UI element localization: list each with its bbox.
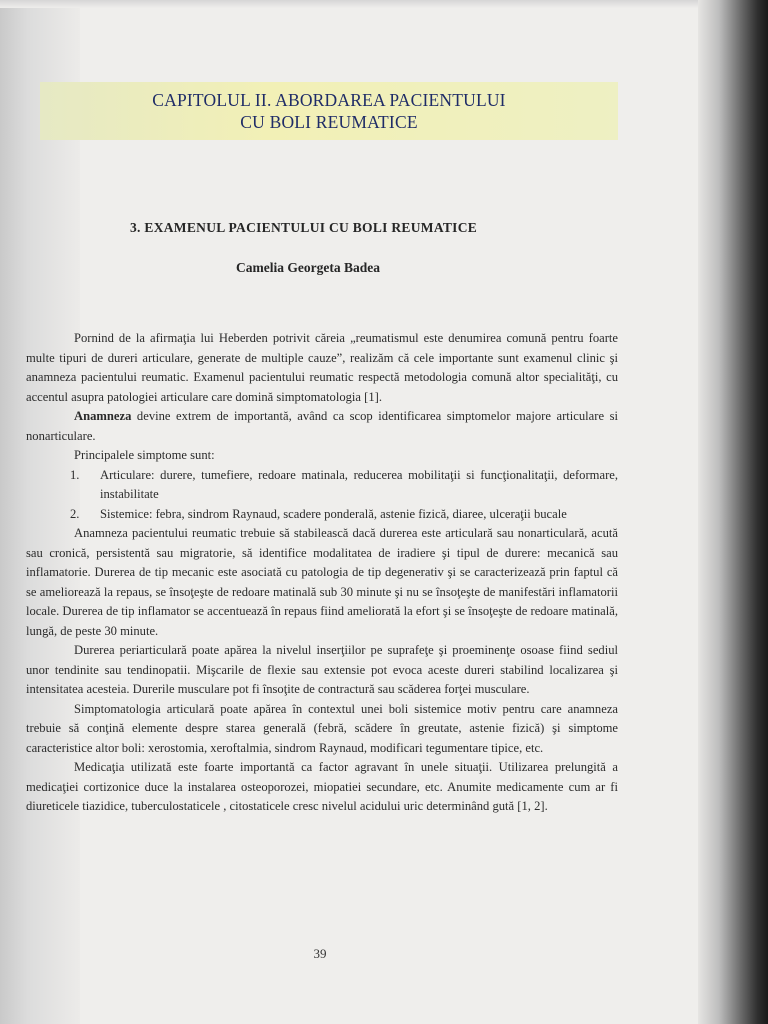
scan-binding-shadow [698,0,768,1024]
term-anamneza: Anamneza [74,409,132,423]
section-title: 3. EXAMENUL PACIENTULUI CU BOLI REUMATICE [130,220,478,235]
scan-top-shadow [0,0,768,8]
paragraph-systemic: Simptomatologia articulară poate apărea în contextul unei boli sistemice motiv pentru care anamneza trebuie să conţină elemente despre starea generală (febră, scădere în greutate, astenie fizică) şi simptome caracteristice altor boli: xerostomia, xeroftalmia, sindrom Raynaud, modificari tegumentare tipice, etc. [26,701,618,755]
list-item-number: 2. [70,506,80,521]
paragraph-anamneza-text: devine extrem de importantă, având ca scop identificarea simptomelor majore articulare si nonarticulare. [26,409,618,443]
chapter-title-line1: CAPITOLUL II. ABORDAREA PACIENTULUI [152,90,506,110]
paragraph-symptoms-intro: Principalele simptome sunt: [74,448,215,462]
author-name: Camelia Georgeta Badea [236,260,380,275]
list-item-text: Articulare: durere, tumefiere, redoare matinala, reducerea mobilitaţii si funcţionalitaţii, deformare, instabilitate [100,467,618,501]
paragraph-intro: Pornind de la afirmaţia lui Heberden potrivit căreia „reumatismul este denumirea comună pentru foarte multe tipuri de dureri articulare, generate de multiple cauze”, realizăm că cele importante sunt examenul clinic şi anamneza pacientului reumatic. Examenul pacientului reumatic respectă metodologia comună altor specialităţi, cu accentul asupra patologiei articulare care domină simptomatologia [1]. [26,331,618,404]
paragraph-periarticular: Durerea periarticulară poate apărea la nivelul inserţiilor pe suprafeţe şi proeminenţe osoase fiind sediul unor tendinite sau tendinopatii. Mişcarile de flexie sau extensie pot evoca aceste dureri stabilind localizarea şi intensitatea acesteia. Durerile musculare pot fi însoţite de contractură sau scăderea forţei musculare. [26,643,618,696]
paragraph-pain-type: Anamneza pacientului reumatic trebuie să stabilească dacă durerea este articulară sau nonarticulară, acută sau cronică, persistentă sau migratorie, să identifice modalitatea de iradiere şi tipul de durere: mecanică sau inflamatorie. Durerea de tip mecanic este asociată cu patologia de tip degenerativ şi se caracterizează prin faptul că se ameliorează la repaus, se însoţeşte de redoare matinală sub 30 minute şi nu se însoţeşte de manifestări inflamatorii locale. Durerea de tip inflamator se accentuează în repaus fiind ameliorată la efort şi se însoţeşte de redoare matinală, lungă, de peste 30 minute. [26,526,618,638]
chapter-banner [40,82,618,140]
list-item-text: Sistemice: febra, sindrom Raynaud, scadere ponderală, astenie fizică, diaree, ulceraţii bucale [100,506,567,521]
body-text [26,329,618,817]
chapter-title-line2: CU BOLI REUMATICE [240,112,418,132]
page-number: 39 [313,946,327,961]
paragraph-anamneza [26,407,618,446]
list-item [26,466,618,505]
list-item-number: 1. [70,467,80,482]
paragraph-medication: Medicaţia utilizată este foarte importantă ca factor agravant în unele situaţii. Utilizarea prelungită a medicaţiei cortizonice duce la instalarea osteoporozei, miopatiei secundare, etc. Anumite medicamente cum ar fi diureticele tiazidice, tuberculostaticele , citostaticele cresc nivelul acidului uric determinând gută [1, 2]. [26,760,618,813]
list-item [26,505,618,525]
